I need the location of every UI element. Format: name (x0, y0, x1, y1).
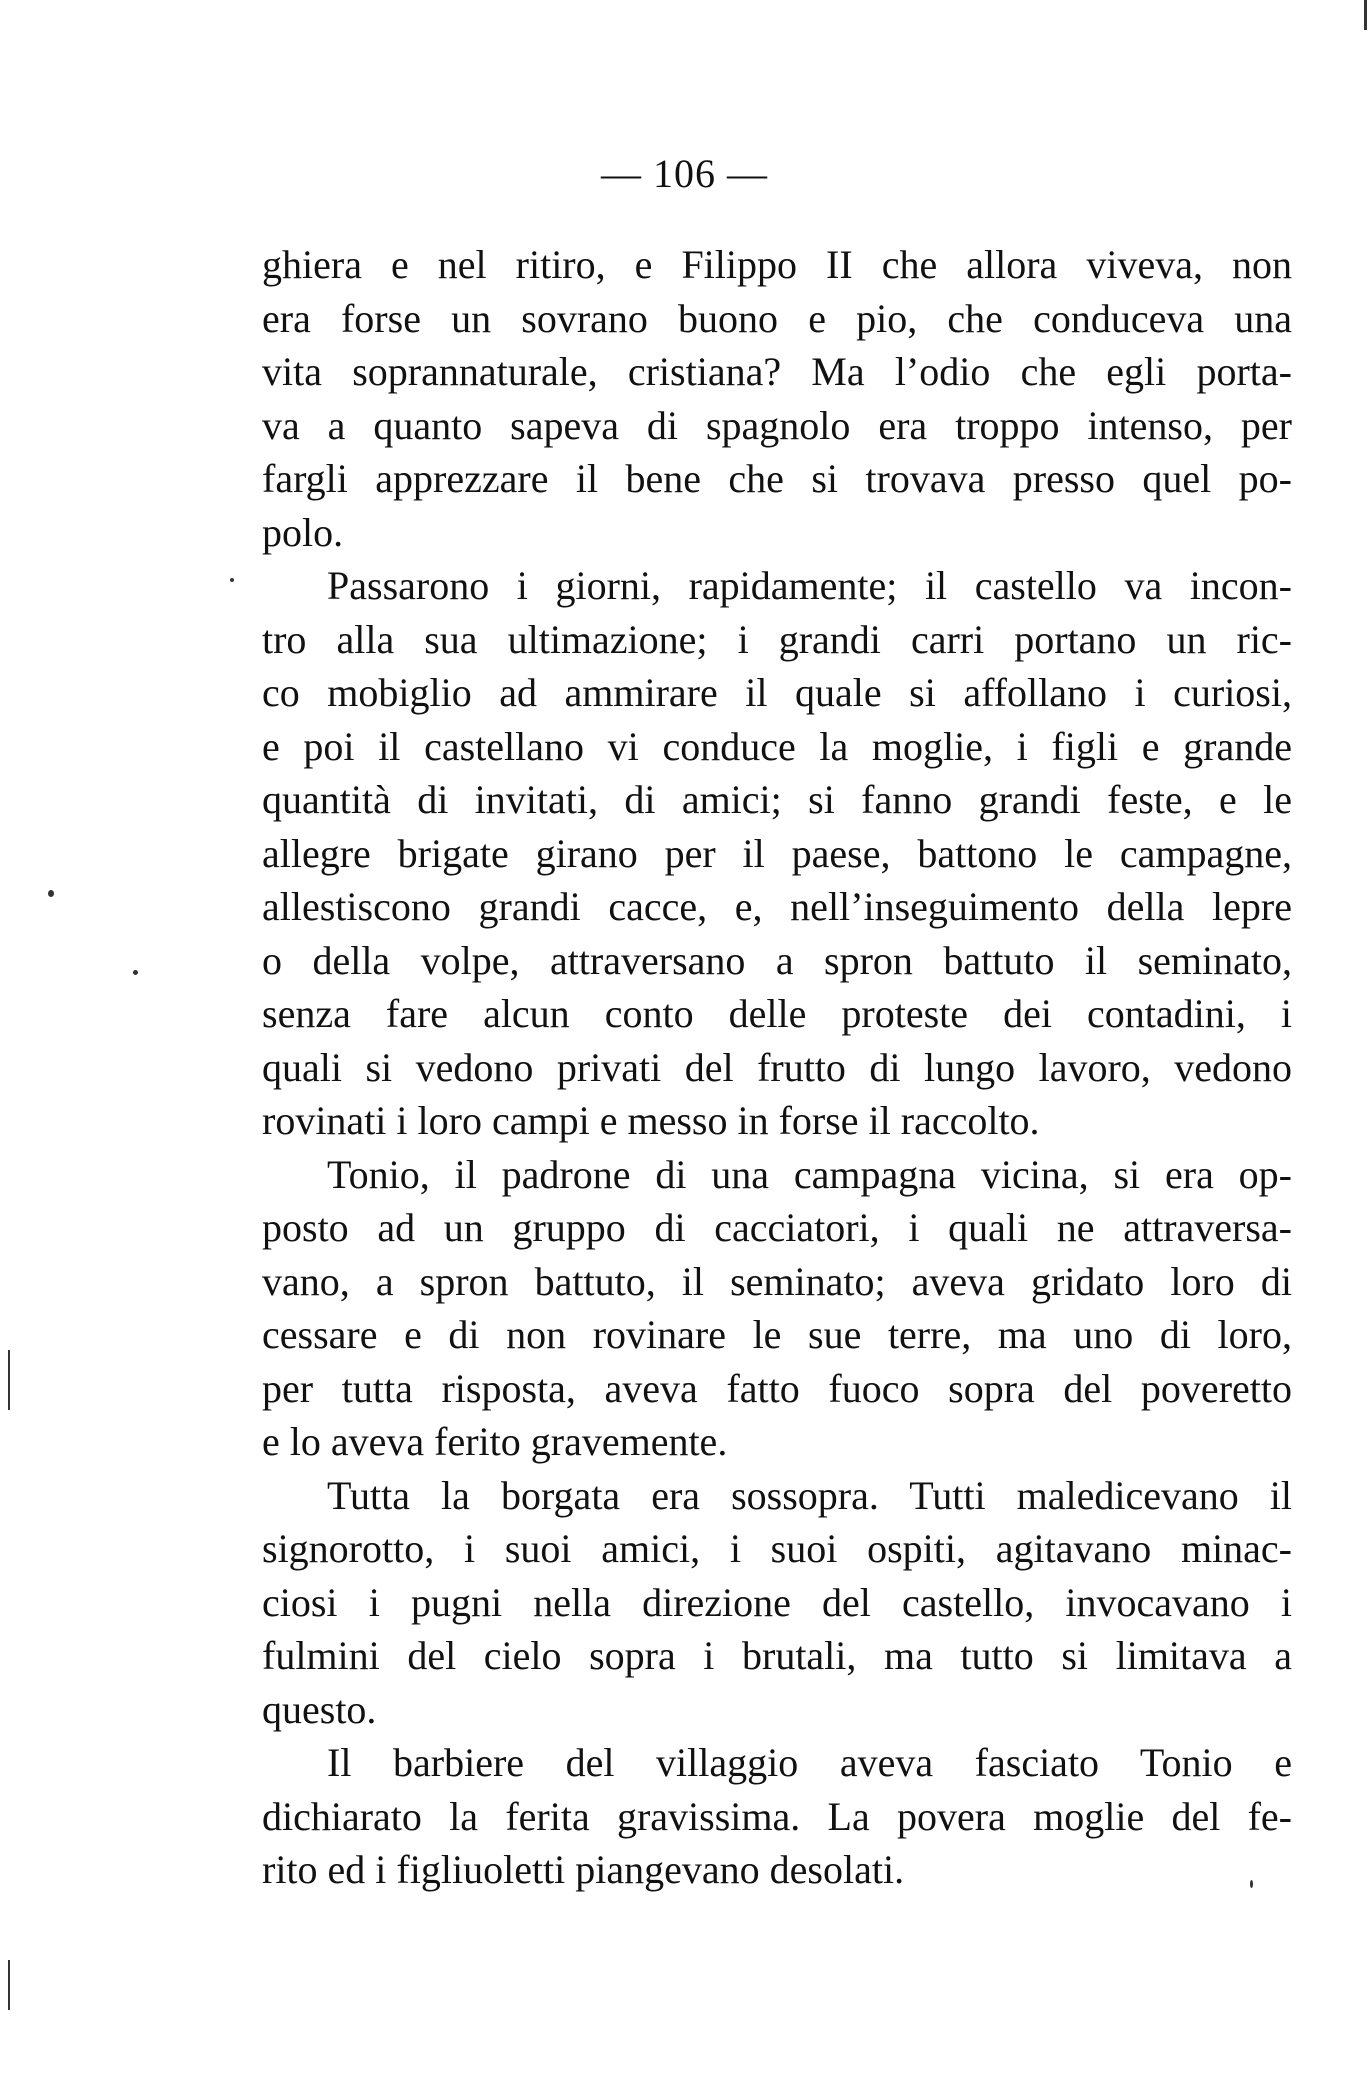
text-line: e poi il castellano vi conduce la moglie, i figli e grande (262, 723, 1292, 769)
text-line: questo. (262, 1686, 377, 1732)
text-line: Il barbiere del villaggio aveva fasciato Tonio e (327, 1740, 1292, 1785)
scan-speck (48, 890, 54, 897)
text-line: dichiarato la ferita gravissima. La povera moglie del fe- (262, 1793, 1292, 1839)
scan-speck (1250, 1880, 1253, 1888)
text-line: cessare e di non rovinare le sue terre, ma uno di loro, (262, 1312, 1292, 1357)
scan-speck (133, 970, 138, 975)
scan-speck (8, 1960, 10, 2010)
text-line: vita soprannaturale, cristiana? Ma l’odio che egli porta- (262, 349, 1292, 394)
text-line: per tutta risposta, aveva fatto fuoco sopra del poveretto (262, 1365, 1292, 1411)
body-text (262, 238, 1292, 1897)
text-line: senza fare alcun conto delle proteste dei contadini, i (262, 991, 1292, 1036)
text-line: allegre brigate girano per il paese, battono le campagne, (262, 830, 1292, 876)
text-line: Passarono i giorni, rapidamente; il castello va incon- (327, 563, 1292, 608)
text-line: polo. (262, 509, 344, 555)
text-line: fargli apprezzare il bene che si trovava presso quel po- (262, 456, 1292, 501)
scan-speck (1364, 0, 1367, 30)
text-line: rovinati i loro campi e messo in forse il raccolto. (262, 1098, 1040, 1143)
text-line: co mobiglio ad ammirare il quale si affollano i curiosi, (262, 670, 1292, 715)
text-line: rito ed i figliuoletti piangevano desolati. (262, 1847, 905, 1892)
scan-speck (8, 1350, 10, 1410)
text-line: quali si vedono privati del frutto di lungo lavoro, vedono (262, 1044, 1292, 1090)
text-line: fulmini del cielo sopra i brutali, ma tutto si limitava a (262, 1633, 1292, 1678)
text-line: Tutta la borgata era sossopra. Tutti maledicevano il (327, 1472, 1292, 1518)
text-line: vano, a spron battuto, il seminato; aveva gridato loro di (262, 1258, 1292, 1304)
text-line: e lo aveva ferito gravemente. (262, 1419, 728, 1464)
page-number: — 106 — (601, 151, 768, 196)
text-line: tro alla sua ultimazione; i grandi carri portano un ric- (262, 616, 1292, 662)
text-line: signorotto, i suoi amici, i suoi ospiti, agitavano minac- (262, 1526, 1292, 1571)
text-line: va a quanto sapeva di spagnolo era troppo intenso, per (262, 402, 1292, 448)
text-line: allestiscono grandi cacce, e, nell’inseguimento della lepre (262, 884, 1292, 929)
text-line: o della volpe, attraversano a spron battuto il seminato, (262, 937, 1292, 983)
text-line: ghiera e nel ritiro, e Filippo II che allora viveva, non (262, 242, 1292, 287)
scan-speck (230, 578, 234, 582)
text-line: Tonio, il padrone di una campagna vicina, si era op- (327, 1151, 1292, 1197)
text-line: ciosi i pugni nella direzione del castello, invocavano i (262, 1579, 1292, 1625)
text-line: posto ad un gruppo di cacciatori, i quali ne attraversa- (262, 1205, 1292, 1250)
text-line: era forse un sovrano buono e pio, che conduceva una (262, 295, 1292, 341)
text-line: quantità di invitati, di amici; si fanno grandi feste, e le (262, 777, 1292, 822)
